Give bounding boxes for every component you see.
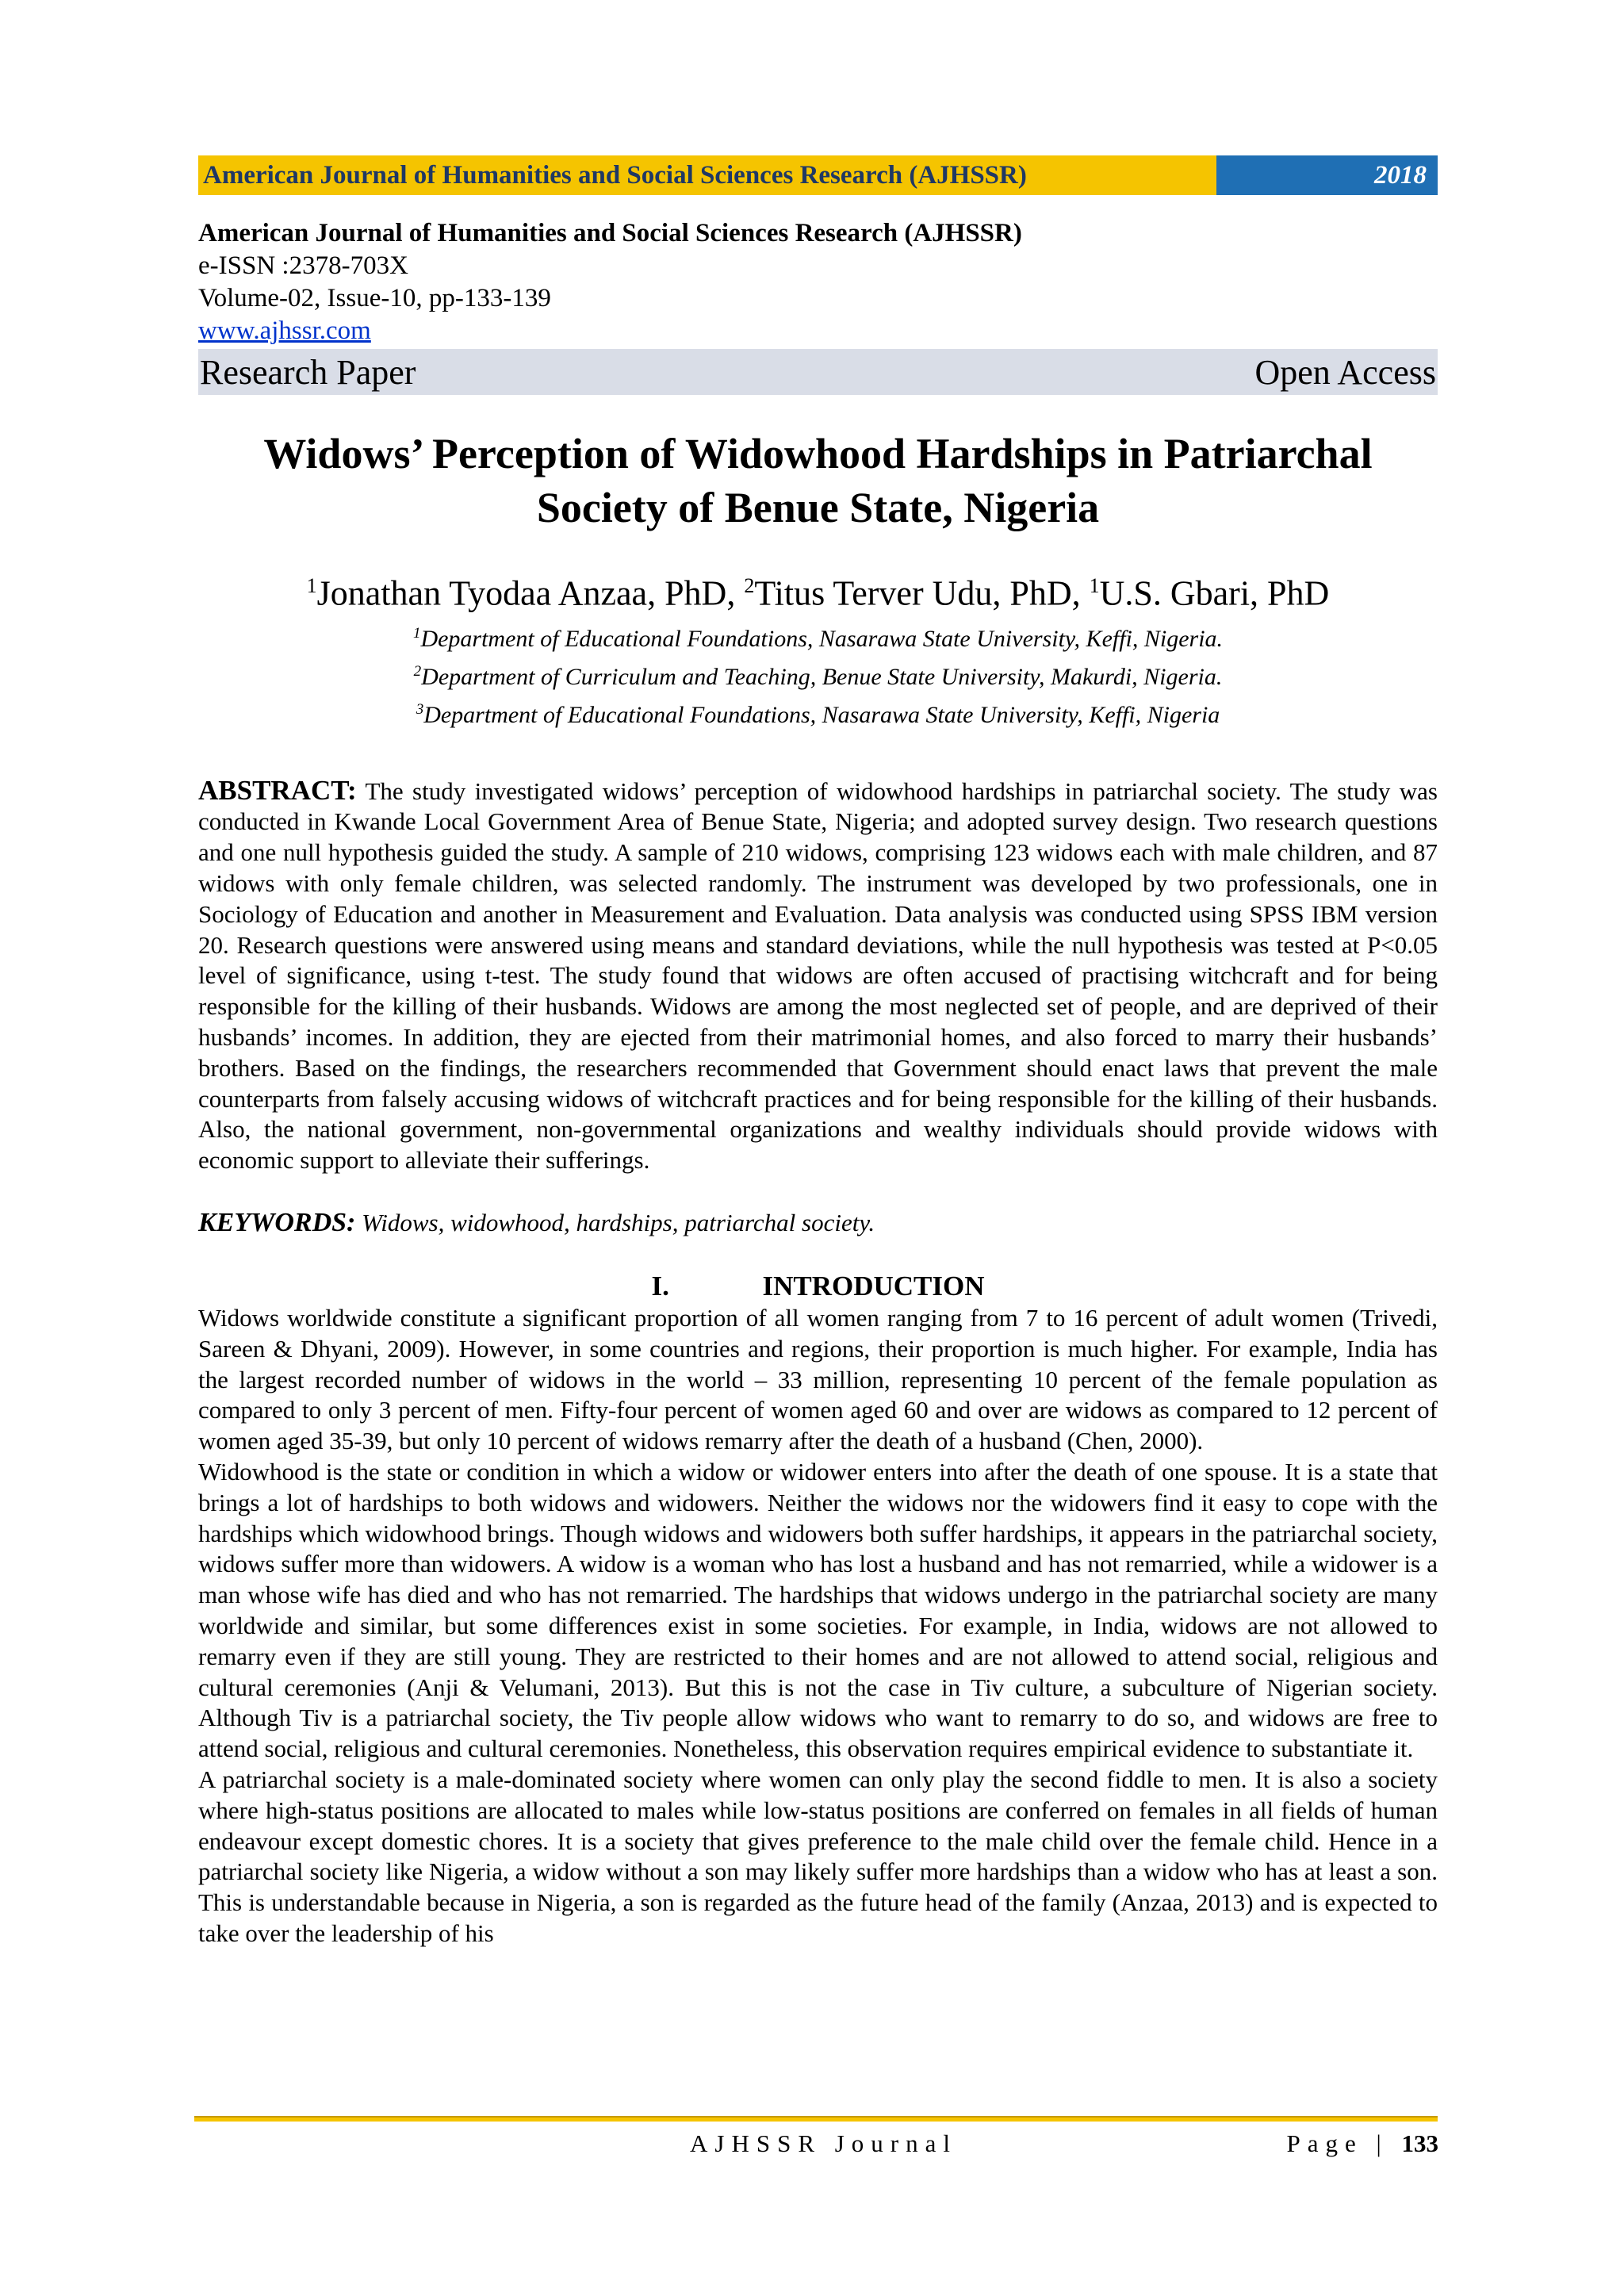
author-name: Jonathan Tyodaa Anzaa, PhD, bbox=[316, 573, 745, 613]
affiliation bbox=[198, 617, 1438, 655]
page-number: 133 bbox=[1401, 2129, 1438, 2157]
section-heading bbox=[198, 1270, 1438, 1303]
affiliation-text: Department of Educational Foundations, Nasarawa State University, Keffi, Nigeria bbox=[423, 701, 1220, 728]
paper-title-line: Widows’ Perception of Widowhood Hardships in Patriarchal bbox=[263, 430, 1373, 477]
journal-volume: Volume-02, Issue-10, pp-133-139 bbox=[198, 284, 551, 312]
running-header bbox=[198, 155, 1438, 195]
author-affiliation-mark: 1 bbox=[1089, 574, 1100, 597]
journal-eissn: e-ISSN :2378-703X bbox=[198, 251, 408, 280]
author-name: Titus Terver Udu, PhD, bbox=[754, 573, 1090, 613]
affiliation-text: Department of Curriculum and Teaching, Benue State University, Makurdi, Nigeria. bbox=[421, 663, 1223, 690]
author-affiliation-mark: 2 bbox=[744, 574, 755, 597]
footer-divider bbox=[194, 2116, 1438, 2122]
open-access-label: Open Access bbox=[1254, 352, 1436, 392]
paper-title bbox=[198, 427, 1438, 535]
author-list bbox=[198, 566, 1438, 614]
affiliation bbox=[198, 693, 1438, 731]
keywords bbox=[198, 1208, 1438, 1238]
affiliation bbox=[198, 655, 1438, 693]
journal-info bbox=[198, 217, 1438, 347]
introduction-body bbox=[198, 1303, 1438, 1949]
journal-url-link[interactable]: www.ajhssr.com bbox=[198, 316, 371, 345]
affiliation-mark: 3 bbox=[416, 700, 424, 718]
article-type-bar bbox=[198, 349, 1438, 395]
paper-page bbox=[198, 155, 1438, 1949]
header-journal-name: American Journal of Humanities and Social Sciences Research (AJHSSR) bbox=[198, 155, 1216, 195]
affiliation-list bbox=[198, 617, 1438, 731]
body-paragraph: A patriarchal society is a male-dominated society where women can only play the second fiddle to men. It is also a society where high-status positions are allocated to males while low-status positions are conferred on females in all fields of human endeavour except domestic chores. It is a society that gives preference to the male child over the female child. Hence in a patriarchal society like Nigeria, a widow without a son may likely suffer more hardships than a widow who has at least a son. This is understandable because in Nigeria, a son is regarded as the future head of the family (Anzaa, 2013) and is expected to take over the leadership of his bbox=[198, 1765, 1438, 1947]
abstract-text: The study investigated widows’ perception of widowhood hardships in patriarchal society. The study was conducted in Kwande Local Government Area of Benue State, Nigeria; and adopted survey design. Two research questions and one null hypothesis guided the study. A sample of 210 widows, comprising 123 widows each with male children, and 87 widows with only female children, was selected randomly. The instrument was developed by two professionals, one in Sociology of Education and another in Measurement and Evaluation. Data analysis was conducted using SPSS IBM version 20. Research questions were answered using means and standard deviations, while the null hypothesis was tested at P<0.05 level of significance, using t-test. The study found that widows are often accused of practising witchcraft and for being responsible for the killing of their husbands. Widows are among the most neglected set of people, and are deprived of their husbands’ incomes. In addition, they are ejected from their matrimonial homes, and also forced to marry their husbands’ brothers. Based on the findings, the researchers recommended that Government should enact laws that prevent the male counterparts from falsely accusing widows of witchcraft practices and for being responsible for the killing of their husbands. Also, the national government, non-governmental organizations and wealthy individuals should provide widows with economic support to alleviate their sufferings. bbox=[198, 776, 1438, 1175]
abstract-label: ABSTRACT: bbox=[198, 774, 357, 806]
journal-title: American Journal of Humanities and Social Sciences Research (AJHSSR) bbox=[198, 219, 1022, 247]
body-paragraph: Widowhood is the state or condition in which a widow or widower enters into after the death of one spouse. It is a state that brings a lot of hardships to both widows and widowers. Neither the widows nor the widowers find it easy to cope with the hardships which widowhood brings. Though widows and widowers both suffer hardships, it appears in the patriarchal society, widows suffer more than widowers. A widow is a woman who has lost a husband and has not remarried, while a widower is a man whose wife has died and who has not remarried. The hardships that widows undergo in the patriarchal society are many worldwide and similar, but some differences exist in some societies. For example, in India, widows are not allowed to remarry even if they are still young. They are restricted to their homes and are not allowed to attend social, religious and cultural ceremonies (Anji & Velumani, 2013). But this is not the case in Tiv culture, a subculture of Nigerian society. Although Tiv is a patriarchal society, the Tiv people allow widows who want to remarry to do so, and widows are free to attend social, religious and cultural ceremonies. Nonetheless, this observation requires empirical evidence to substantiate it. bbox=[198, 1458, 1438, 1763]
affiliation-text: Department of Educational Foundations, Nasarawa State University, Keffi, Nigeria. bbox=[420, 625, 1224, 652]
section-title: INTRODUCTION bbox=[762, 1271, 985, 1302]
page-footer bbox=[690, 2129, 1438, 2158]
abstract bbox=[198, 776, 1438, 1176]
footer-page bbox=[1287, 2129, 1438, 2158]
header-year: 2018 bbox=[1216, 155, 1438, 195]
paper-title-line: Society of Benue State, Nigeria bbox=[536, 484, 1100, 531]
footer-journal: AJHSSR Journal bbox=[690, 2129, 958, 2157]
footer-page-label: Page | bbox=[1286, 2129, 1388, 2157]
author-affiliation-mark: 1 bbox=[306, 574, 317, 597]
author-name: U.S. Gbari, PhD bbox=[1099, 573, 1330, 613]
affiliation-mark: 2 bbox=[413, 662, 422, 680]
affiliation-mark: 1 bbox=[412, 624, 421, 642]
section-number: I. bbox=[651, 1271, 669, 1302]
keywords-label: KEYWORDS: bbox=[198, 1208, 356, 1238]
article-type-label: Research Paper bbox=[200, 352, 416, 392]
keywords-text: Widows, widowhood, hardships, patriarchal society. bbox=[355, 1209, 875, 1237]
body-paragraph: Widows worldwide constitute a significant proportion of all women ranging from 7 to 16 percent of adult women (Trivedi, Sareen & Dhyani, 2009). However, in some countries and regions, their proportion is much higher. For example, India has the largest recorded number of widows in the world – 33 million, representing 10 percent of the female population as compared to only 3 percent of men. Fifty-four percent of women aged 60 and over are widows as compared to 12 percent of women aged 35-39, but only 10 percent of widows remarry after the death of a husband (Chen, 2000). bbox=[198, 1304, 1438, 1455]
